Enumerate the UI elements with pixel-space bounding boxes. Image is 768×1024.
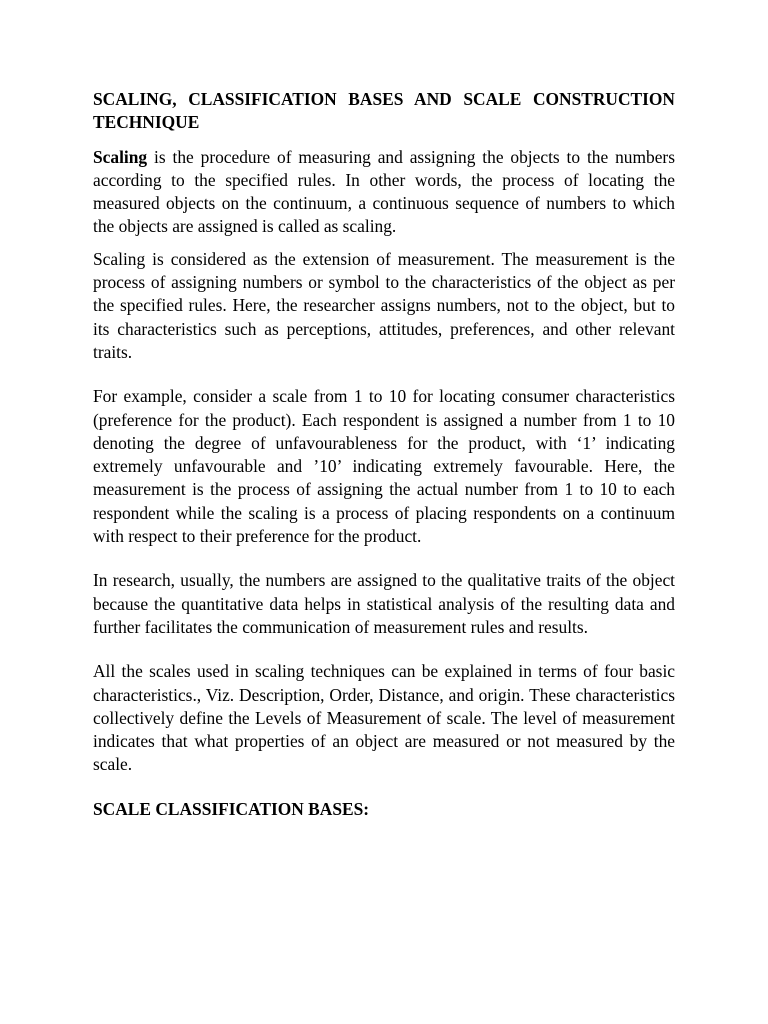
paragraph-basic-characteristics: All the scales used in scaling techniques can be explained in terms of four basic characteristics., Viz. Description, Order, Distance, and origin. These characteristics collectively define the Levels of Measurement of scale. The level of measurement indicates that what properties of an object are measured or not measured by the scale. [93, 661, 675, 775]
section-heading: SCALE CLASSIFICATION BASES: [93, 798, 370, 819]
document-title: SCALING, CLASSIFICATION BASES AND SCALE CONSTRUCTION TECHNIQUE [93, 89, 675, 133]
paragraph-example: For example, consider a scale from 1 to 10 for locating consumer characteristics (preference for the product). Each respondent is assigned a number from 1 to 10 denoting the degree of unfavourableness for the product, with ‘1’ indicating extremely unfavourable and ’10’ indicating extremely favourable. Here, the measurement is the process of assigning the actual number from 1 to 10 to each respondent while the scaling is a process of placing respondents on a continuum with respect to their preference for the product. [93, 386, 675, 547]
document-page [93, 88, 675, 832]
paragraph-text: is the procedure of measuring and assigning the objects to the numbers according to the specified rules. In other words, the process of locating the measured objects on the continuum, a continuous sequence of numbers to which the objects are assigned is called as scaling. [93, 146, 675, 237]
paragraph-extension-of-measurement: Scaling is considered as the extension of measurement. The measurement is the process of assigning numbers or symbol to the characteristics of the object as per the specified rules. Here, the researcher assigns numbers, not to the object, but to its characteristics such as perceptions, attitudes, preferences, and other relevant traits. [93, 248, 675, 362]
paragraph-lead-term: Scaling [93, 146, 148, 167]
paragraph-scaling-definition [93, 146, 675, 239]
paragraph-research-usage: In research, usually, the numbers are assigned to the qualitative traits of the object because the quantitative data helps in statistical analysis of the resulting data and further facilitates the communication of measurement rules and results. [93, 570, 675, 637]
